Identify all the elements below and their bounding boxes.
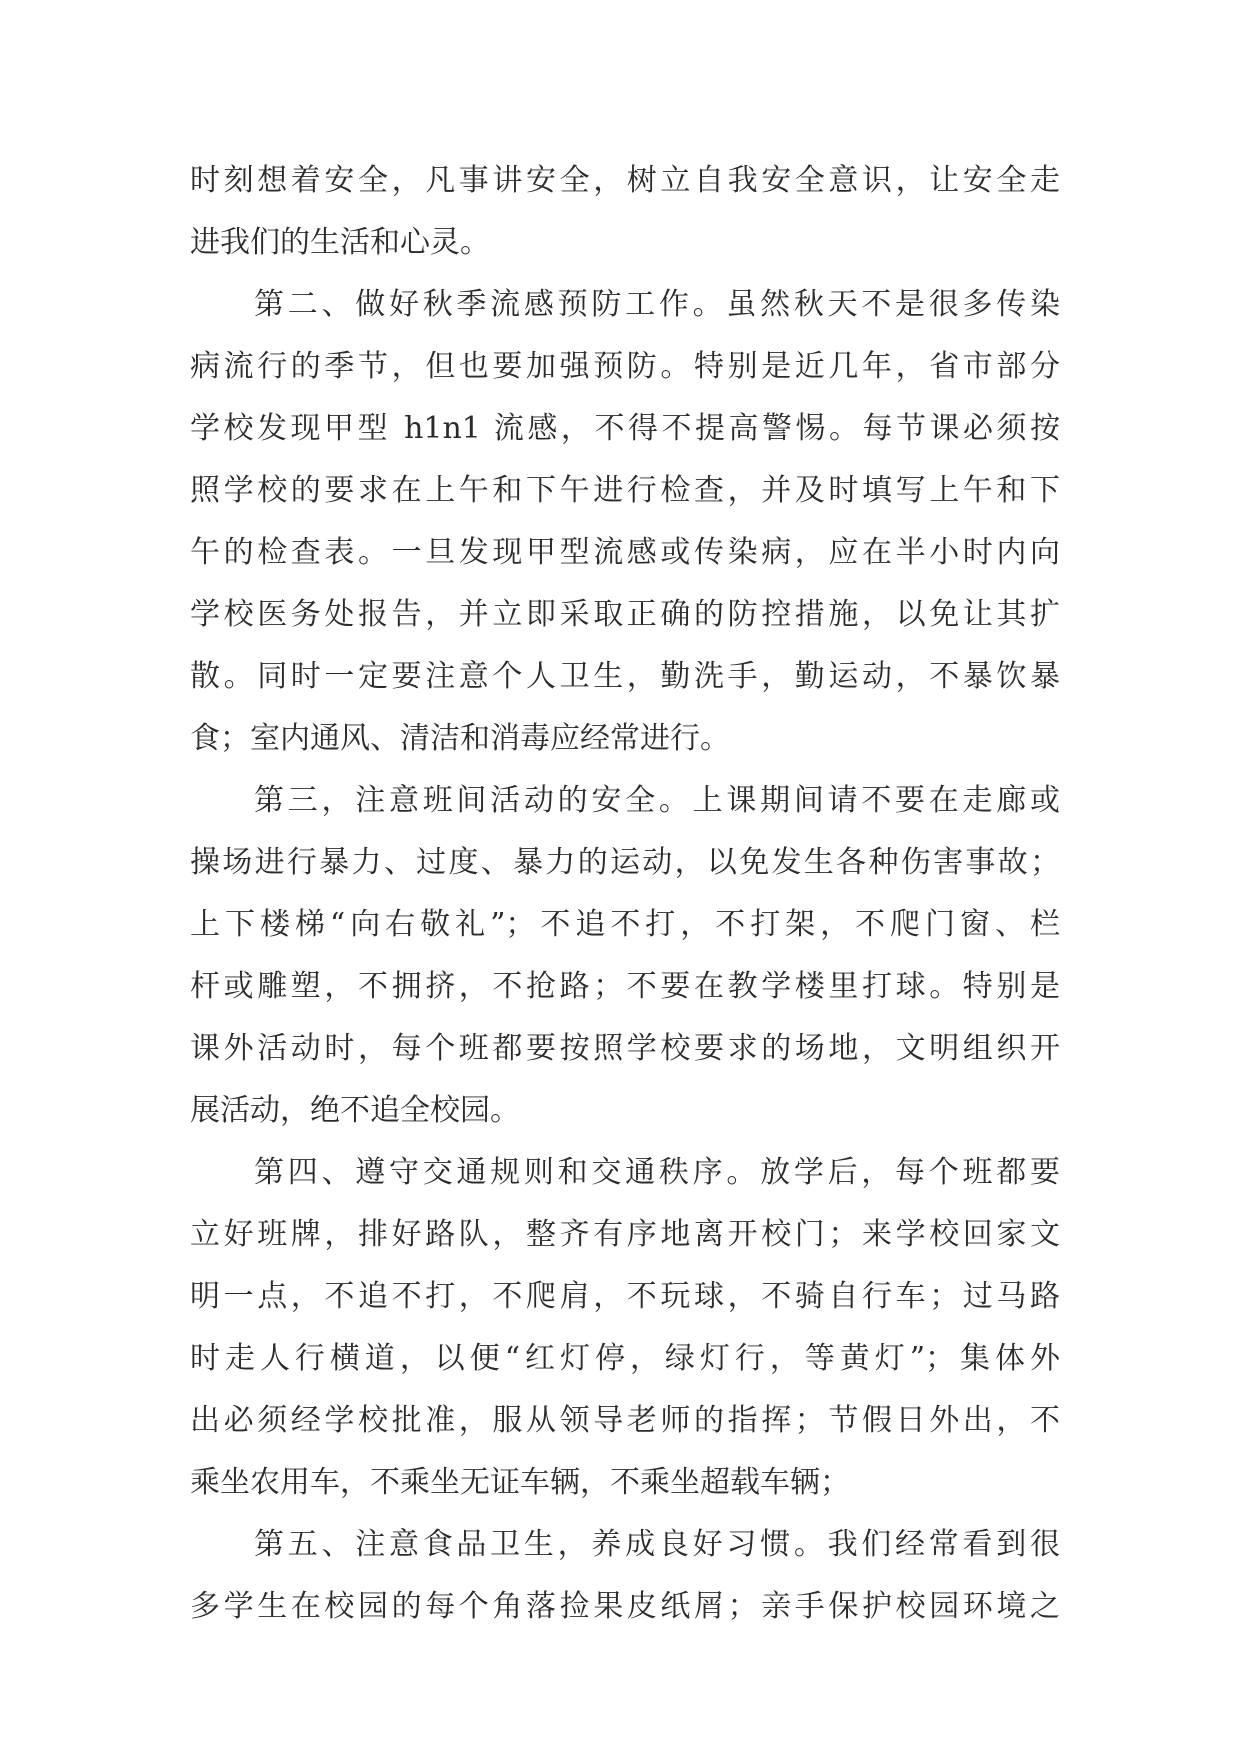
- paragraph-first-line: 第四、遵守交通规则和交通秩序。放学后，每个班都要: [254, 1155, 1060, 1190]
- document-body: [190, 150, 1060, 1638]
- text-line: 乘坐农用车，不乘坐无证车辆，不乘坐超载车辆；: [190, 1465, 850, 1500]
- text-line: 病流行的季节，但也要加强预防。特别是近几年，省市部分: [190, 349, 1060, 384]
- text-line: 出必须经学校批准，服从领导老师的指挥；节假日外出，不: [190, 1403, 1060, 1438]
- text-line: 学校发现甲型 h1n1 流感，不得不提高警惕。每节课必须按: [190, 411, 1060, 446]
- text-line: 学校医务处报告，并立即采取正确的防控措施，以免让其扩: [190, 597, 1060, 632]
- paragraph-first-line: 第三，注意班间活动的安全。上课期间请不要在走廊或: [254, 783, 1060, 818]
- text-line: 杆或雕塑，不拥挤，不抢路；不要在教学楼里打球。特别是: [190, 969, 1060, 1004]
- text-line: 午的检查表。一旦发现甲型流感或传染病，应在半小时内向: [190, 535, 1060, 570]
- text-line: 明一点，不追不打，不爬肩，不玩球，不骑自行车；过马路: [190, 1279, 1060, 1314]
- text-line: 时走人行横道，以便“红灯停，绿灯行，等黄灯”；集体外: [190, 1341, 1060, 1376]
- paragraph-first-line: 第五、注意食品卫生，养成良好习惯。我们经常看到很: [254, 1527, 1060, 1562]
- text-line: 操场进行暴力、过度、暴力的运动，以免发生各种伤害事故；: [190, 845, 1060, 880]
- text-line: 散。同时一定要注意个人卫生，勤洗手，勤运动，不暴饮暴: [190, 659, 1060, 694]
- text-line: 照学校的要求在上午和下午进行检查，并及时填写上午和下: [190, 473, 1060, 508]
- text-line: 展活动，绝不追全校园。: [190, 1093, 520, 1128]
- text-line: 时刻想着安全，凡事讲安全，树立自我安全意识，让安全走: [190, 163, 1060, 198]
- text-line: 多学生在校园的每个角落捡果皮纸屑；亲手保护校园环境之: [190, 1589, 1060, 1624]
- text-line: 课外活动时，每个班都要按照学校要求的场地，文明组织开: [190, 1031, 1060, 1066]
- text-line: 进我们的生活和心灵。: [190, 225, 490, 260]
- paragraph-first-line: 第二、做好秋季流感预防工作。虽然秋天不是很多传染: [254, 287, 1060, 322]
- text-line: 上下楼梯“向右敬礼”；不追不打，不打架，不爬门窗、栏: [190, 907, 1060, 942]
- text-line: 食；室内通风、清洁和消毒应经常进行。: [190, 721, 730, 756]
- text-line: 立好班牌，排好路队，整齐有序地离开校门；来学校回家文: [190, 1217, 1060, 1252]
